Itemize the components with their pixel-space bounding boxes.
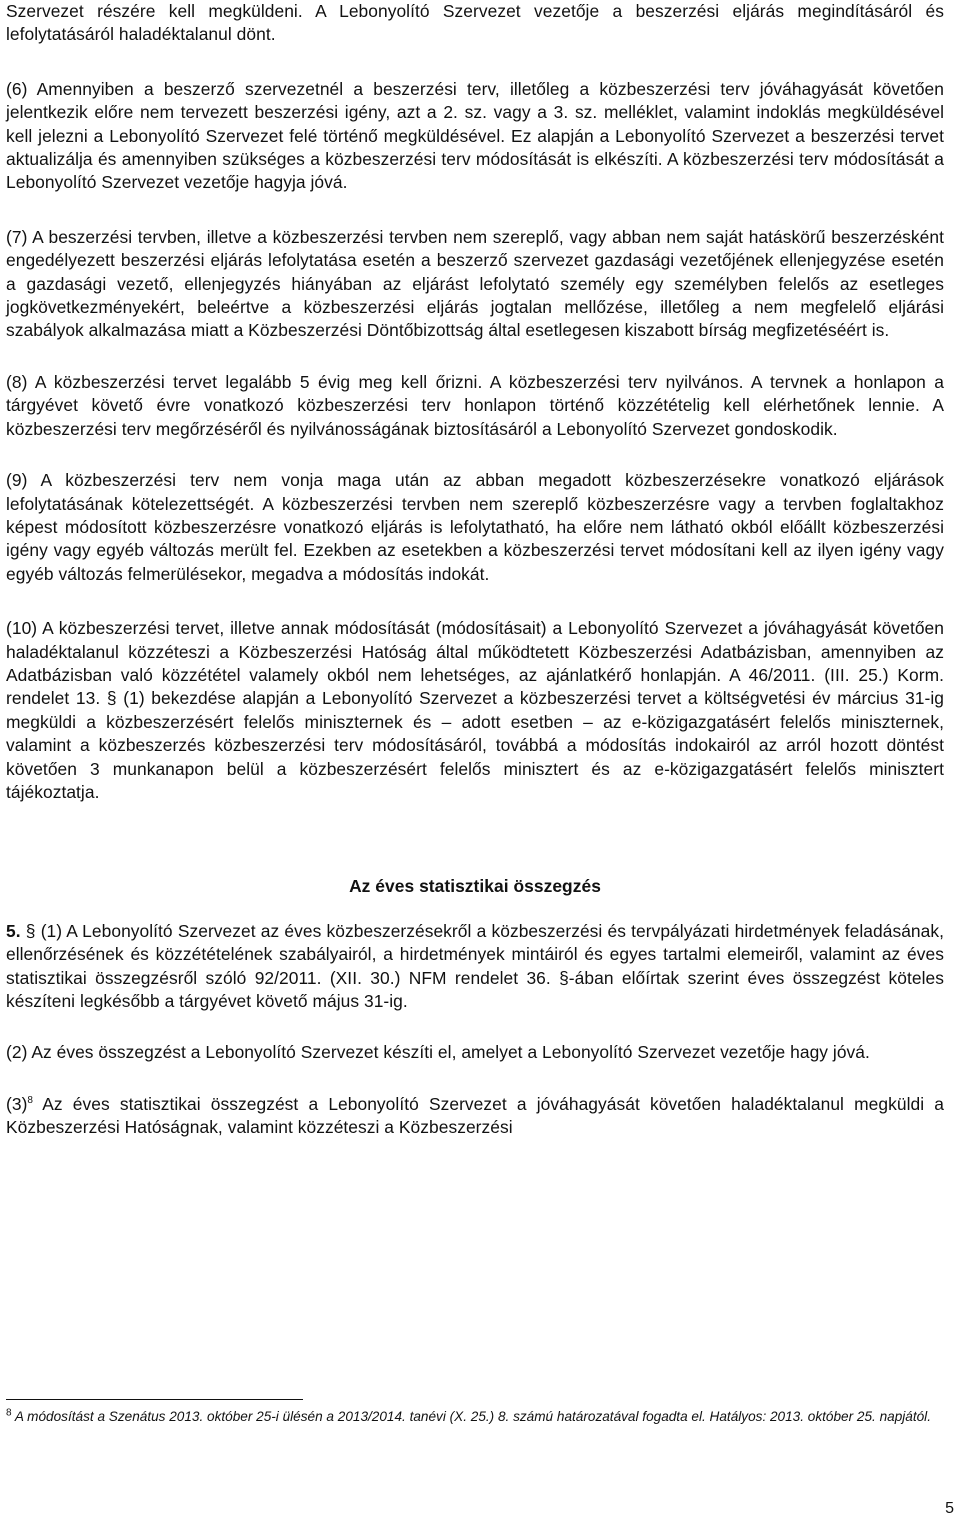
footnote-reference[interactable]: 8: [27, 1095, 34, 1107]
document-page: [6, 0, 944, 1140]
section-heading: Az éves statisztikai összegzés: [349, 876, 601, 897]
paragraph-9: (9) A közbeszerzési terv nem vonja maga után az abban megadott közbeszerzésekre vonatkozó eljárások lefolytatásának kötelezettségét. A közbeszerzési tervben nem szereplő közbeszerzésre vagy a tervben foglaltakhoz képest módosított közbeszerzésre vonatkozó eljárás is lefolytatható, ha előre nem látható okból előállt közbeszerzési igény vagy egyéb változás merült fel. Ezekben az esetekben a közbeszerzési tervet módosítani kell az ilyen igény vagy egyéb változás felmerülésekor, megadva a módosítás indokát.: [6, 470, 944, 584]
paragraph-5-3: [6, 1093, 944, 1140]
paragraph-7: (7) A beszerzési tervben, illetve a közbeszerzési tervben nem szereplő, vagy abban nem saját hatáskörű beszerzésként engedélyezett beszerzési eljárás lefolytatása esetén a beszerző szervezet gazdasági vezetőjének ellenjegyzése esetén a gazdasági vezető, ellenjegyzés hiányában az eljárást lefolytató személy egy személyben felelős az esetleges jogkövetkezményekért, beleértve a közbeszerzési eljárás jogtalan mellőzése, illetőleg a nem megfelelő eljárási szabályok alkalmazása miatt a Közbeszerzési Döntőbizottság által esetlegesen kiszabott bírság megfizetéséért is.: [6, 226, 944, 341]
paragraph-6: (6) Amennyiben a beszerző szervezetnél a beszerzési terv, illetőleg a közbeszerzési terv jóváhagyását követően jelentkezik előre nem tervezett beszerzési igény, azt a 2. sz. vagy a 3. sz. melléklet, valamint indoklás megküldésével kell jelezni a Lebonyolító Szervezet felé történő megküldésével. Ez alapján a Lebonyolító Szervezet a beszerzési tervet aktualizálja és amennyiben szükséges a közbeszerzési terv módosítását is elkészíti. A közbeszerzési terv módosítását a Lebonyolító Szervezet vezetője hagyja jóvá.: [6, 78, 944, 193]
footnote-marker: 8: [6, 1407, 12, 1419]
paragraph-10: (10) A közbeszerzési tervet, illetve annak módosítását (módosításait) a Lebonyolító Szervezet a jóváhagyását követően haladéktalanul közzéteszi a Közbeszerzési Hatóság által működtetett Közbeszerzési Adatbázisban, amennyiben az Adatbázisban való közzététel valamely okból nem lehetséges, az ajánlatkérő honlapján. A 46/2011. (III. 25.) Korm. rendelet 13. § (1) bekezdése alapján a Lebonyolító Szervezet a közbeszerzési tervet a költségvetési év március 31-ig megküldi a közbeszerzésért felelős miniszternek és – adott esetben – az e-közigazgatásért felelős miniszternek, valamint a közbeszerzés közbeszerzési terv módosításáról, továbbá a módosítás indokairól az arról hozott döntést követően 3 munkanapon belül a közbeszerzésért felelős minisztert és az e-közigazgatásért felelős minisztert tájékoztatja.: [6, 618, 944, 802]
page-number: 5: [945, 1500, 954, 1517]
section-5-text: § (1) A Lebonyolító Szervezet az éves közbeszerzésekről a közbeszerzési és tervpályázati hirdetmények feladásának, ellenőrzésének és közzétételének szabályairól, a hirdetmények mintáiról és egyes tartalmi elemeiről, valamint az éves statisztikai összegzésről szóló 92/2011. (XII. 30.) NFM rendelet 36. §-ában előírtak szerint éves összegzést köteles készíteni legkésőbb a tárgyévet követő május 31-ig.: [6, 920, 944, 1011]
paragraph-continuation: Szervezet részére kell megküldeni. A Lebonyolító Szervezet vezetője a beszerzési eljárás megindításáról és lefolytatásáról haladéktalanul dönt.: [6, 1, 944, 45]
footnote-text: A módosítást a Szenátus 2013. október 25-i ülésén a 2013/2014. tanévi (X. 25.) 8. számú határozatával fogadta el. Hatályos: 2013. október 25. napjától.: [11, 1409, 931, 1424]
footnote-separator: [6, 1399, 303, 1400]
paragraph-8: (8) A közbeszerzési tervet legalább 5 évig meg kell őrizni. A közbeszerzési terv nyilvános. A tervnek a honlapon a tárgyévet követő évre vonatkozó közbeszerzési terv honlapon történő közzétételig kell elérhetőnek lennie. A közbeszerzési terv megőrzéséről és nyilvánosságának biztosításáról a Lebonyolító Szervezet gondoskodik.: [6, 371, 944, 439]
paragraph-5-2: (2) Az éves összegzést a Lebonyolító Szervezet készíti el, amelyet a Lebonyolító Szervezet vezetője hagy jóvá.: [6, 1042, 870, 1063]
paragraph-5-3-text: Az éves statisztikai összegzést a Lebonyolító Szervezet a jóváhagyását követően haladéktalanul megküldi a Közbeszerzési Hatóságnak, valamint közzéteszi a Közbeszerzési: [6, 1093, 944, 1138]
paragraph-5-3-prefix: (3): [6, 1093, 28, 1114]
footnote: [6, 1407, 944, 1426]
paragraph-section-5: [6, 920, 944, 1014]
section-number: 5.: [6, 920, 21, 941]
